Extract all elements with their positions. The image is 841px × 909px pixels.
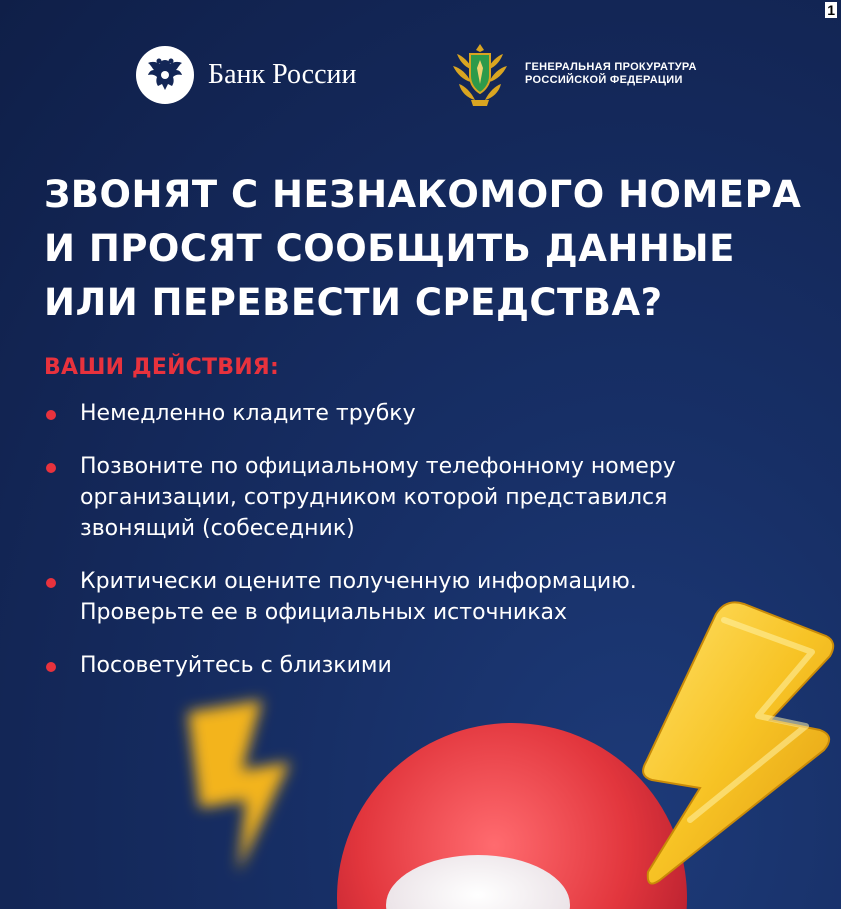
list-item: [44, 398, 804, 429]
bank-of-russia-logo: [136, 46, 357, 104]
prosecutor-emblem-icon: [449, 40, 511, 108]
action-text-line: организации, сотрудником которой представился: [80, 485, 668, 510]
bullet-icon: [46, 662, 56, 672]
prosecutor-general-logo: [449, 40, 697, 108]
prosecutor-name-line2: РОССИЙСКОЙ ФЕДЕРАЦИИ: [525, 74, 683, 86]
prosecutor-name: [525, 61, 697, 87]
bullet-icon: [46, 463, 56, 473]
white-center: [386, 855, 570, 909]
lightning-bolt-icon: [188, 700, 290, 872]
bullet-icon: [46, 410, 56, 420]
page-number: 1: [827, 2, 835, 18]
bullet-icon: [46, 578, 56, 588]
action-text-line: Проверьте ее в официальных источниках: [80, 600, 568, 625]
action-text-line: Посоветуйтесь с близкими: [80, 653, 392, 678]
action-text-line: Позвоните по официальному телефонному номеру: [80, 454, 676, 479]
headline-line: ЗВОНЯТ С НЕЗНАКОМОГО НОМЕРА: [44, 173, 802, 216]
list-item: [44, 451, 804, 544]
action-text-line: Критически оцените полученную информацию.: [80, 569, 637, 594]
double-headed-eagle-icon: [136, 46, 194, 104]
bank-name: Банк России: [208, 59, 357, 90]
headline-line: И ПРОСЯТ СООБЩИТЬ ДАННЫЕ: [44, 227, 735, 270]
actions-title: ВАШИ ДЕЙСТВИЯ:: [44, 355, 279, 380]
headline-line: ИЛИ ПЕРЕВЕСТИ СРЕДСТВА?: [44, 281, 663, 324]
red-sphere: [337, 723, 687, 909]
headline: [44, 168, 824, 330]
prosecutor-name-line1: ГЕНЕРАЛЬНАЯ ПРОКУРАТУРА: [525, 61, 697, 73]
actions-list: [44, 398, 804, 703]
action-text-line: Немедленно кладите трубку: [80, 401, 416, 426]
list-item: [44, 566, 804, 628]
action-text-line: звонящий (собеседник): [80, 516, 355, 541]
list-item: [44, 650, 804, 681]
